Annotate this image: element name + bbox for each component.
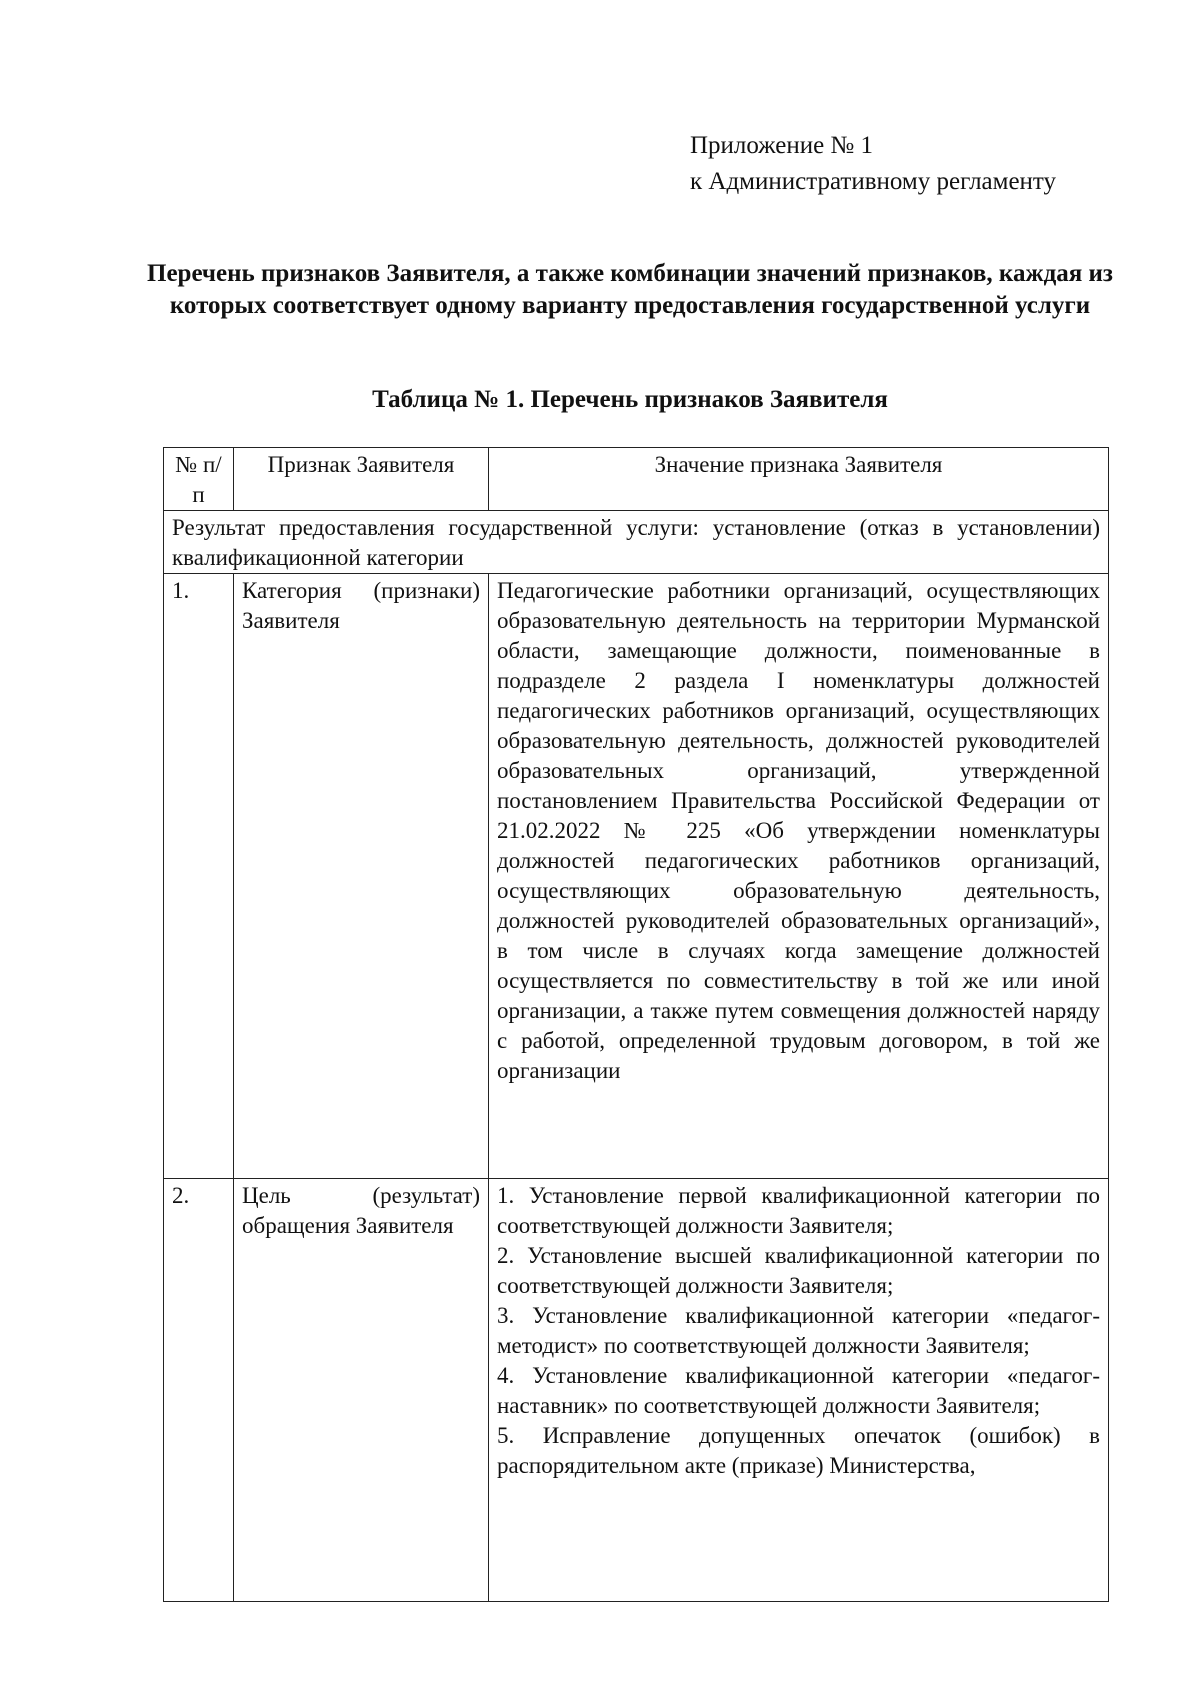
row-number: 2.	[164, 1179, 234, 1602]
row-feature: Цель (результат) обращения Заявителя	[234, 1179, 489, 1602]
appendix-note	[690, 128, 1056, 200]
section-row	[164, 511, 1109, 574]
value-item: 4. Установление квалификационной категории «педагог-наставник» по соответствующей должности Заявителя;	[497, 1363, 1100, 1418]
table-row	[164, 574, 1109, 1179]
header-number: № п/п	[164, 448, 234, 511]
appendix-line-1: Приложение № 1	[690, 132, 874, 159]
appendix-line-2: к Административному регламенту	[690, 168, 1057, 195]
header-value: Значение признака Заявителя	[489, 448, 1109, 511]
row-value-list	[489, 1179, 1109, 1602]
value-item: 5. Исправление допущенных опечаток (ошибок) в распорядительном акте (приказе) Министерства,	[497, 1423, 1100, 1478]
value-item: 3. Установление квалификационной категории «педагог-методист» по соответствующей должности Заявителя;	[497, 1303, 1100, 1358]
row-feature: Категория (признаки) Заявителя	[234, 574, 489, 1179]
table-header-row	[164, 448, 1109, 511]
applicant-features-table	[163, 447, 1109, 1602]
table-title: Таблица № 1. Перечень признаков Заявителя	[372, 386, 888, 413]
row-number: 1.	[164, 574, 234, 1179]
header-feature: Признак Заявителя	[234, 448, 489, 511]
value-item: 2. Установление высшей квалификационной категории по соответствующей должности Заявителя;	[497, 1243, 1100, 1298]
value-item: 1. Установление первой квалификационной категории по соответствующей должности Заявителя;	[497, 1183, 1100, 1238]
document-title: Перечень признаков Заявителя, а также комбинации значений признаков, каждая из которых соответствует одному варианту предоставления государственной услуги	[147, 260, 1113, 319]
section-row-text: Результат предоставления государственной услуги: установление (отказ в установлении) квалификационной категории	[164, 511, 1109, 574]
row-value: Педагогические работники организаций, осуществляющих образовательную деятельность на территории Мурманской области, замещающие должности, поименованные в подразделе 2 раздела I номенклатуры должностей педагогических работников организаций, осуществляющих образовательную деятельность, должностей руководителей образовательных организаций, утвержденной постановлением Правительства Российской Федерации от 21.02.2022 № 225 «Об утверждении номенклатуры должностей педагогических работников организаций, осуществляющих образовательную деятельность, должностей руководителей образовательных организаций», в том числе в случаях когда замещение должностей осуществляется по совместительству в той же или иной организации, а также путем совмещения должностей наряду с работой, определенной трудовым договором, в той же организации	[489, 574, 1109, 1179]
table-row	[164, 1179, 1109, 1602]
